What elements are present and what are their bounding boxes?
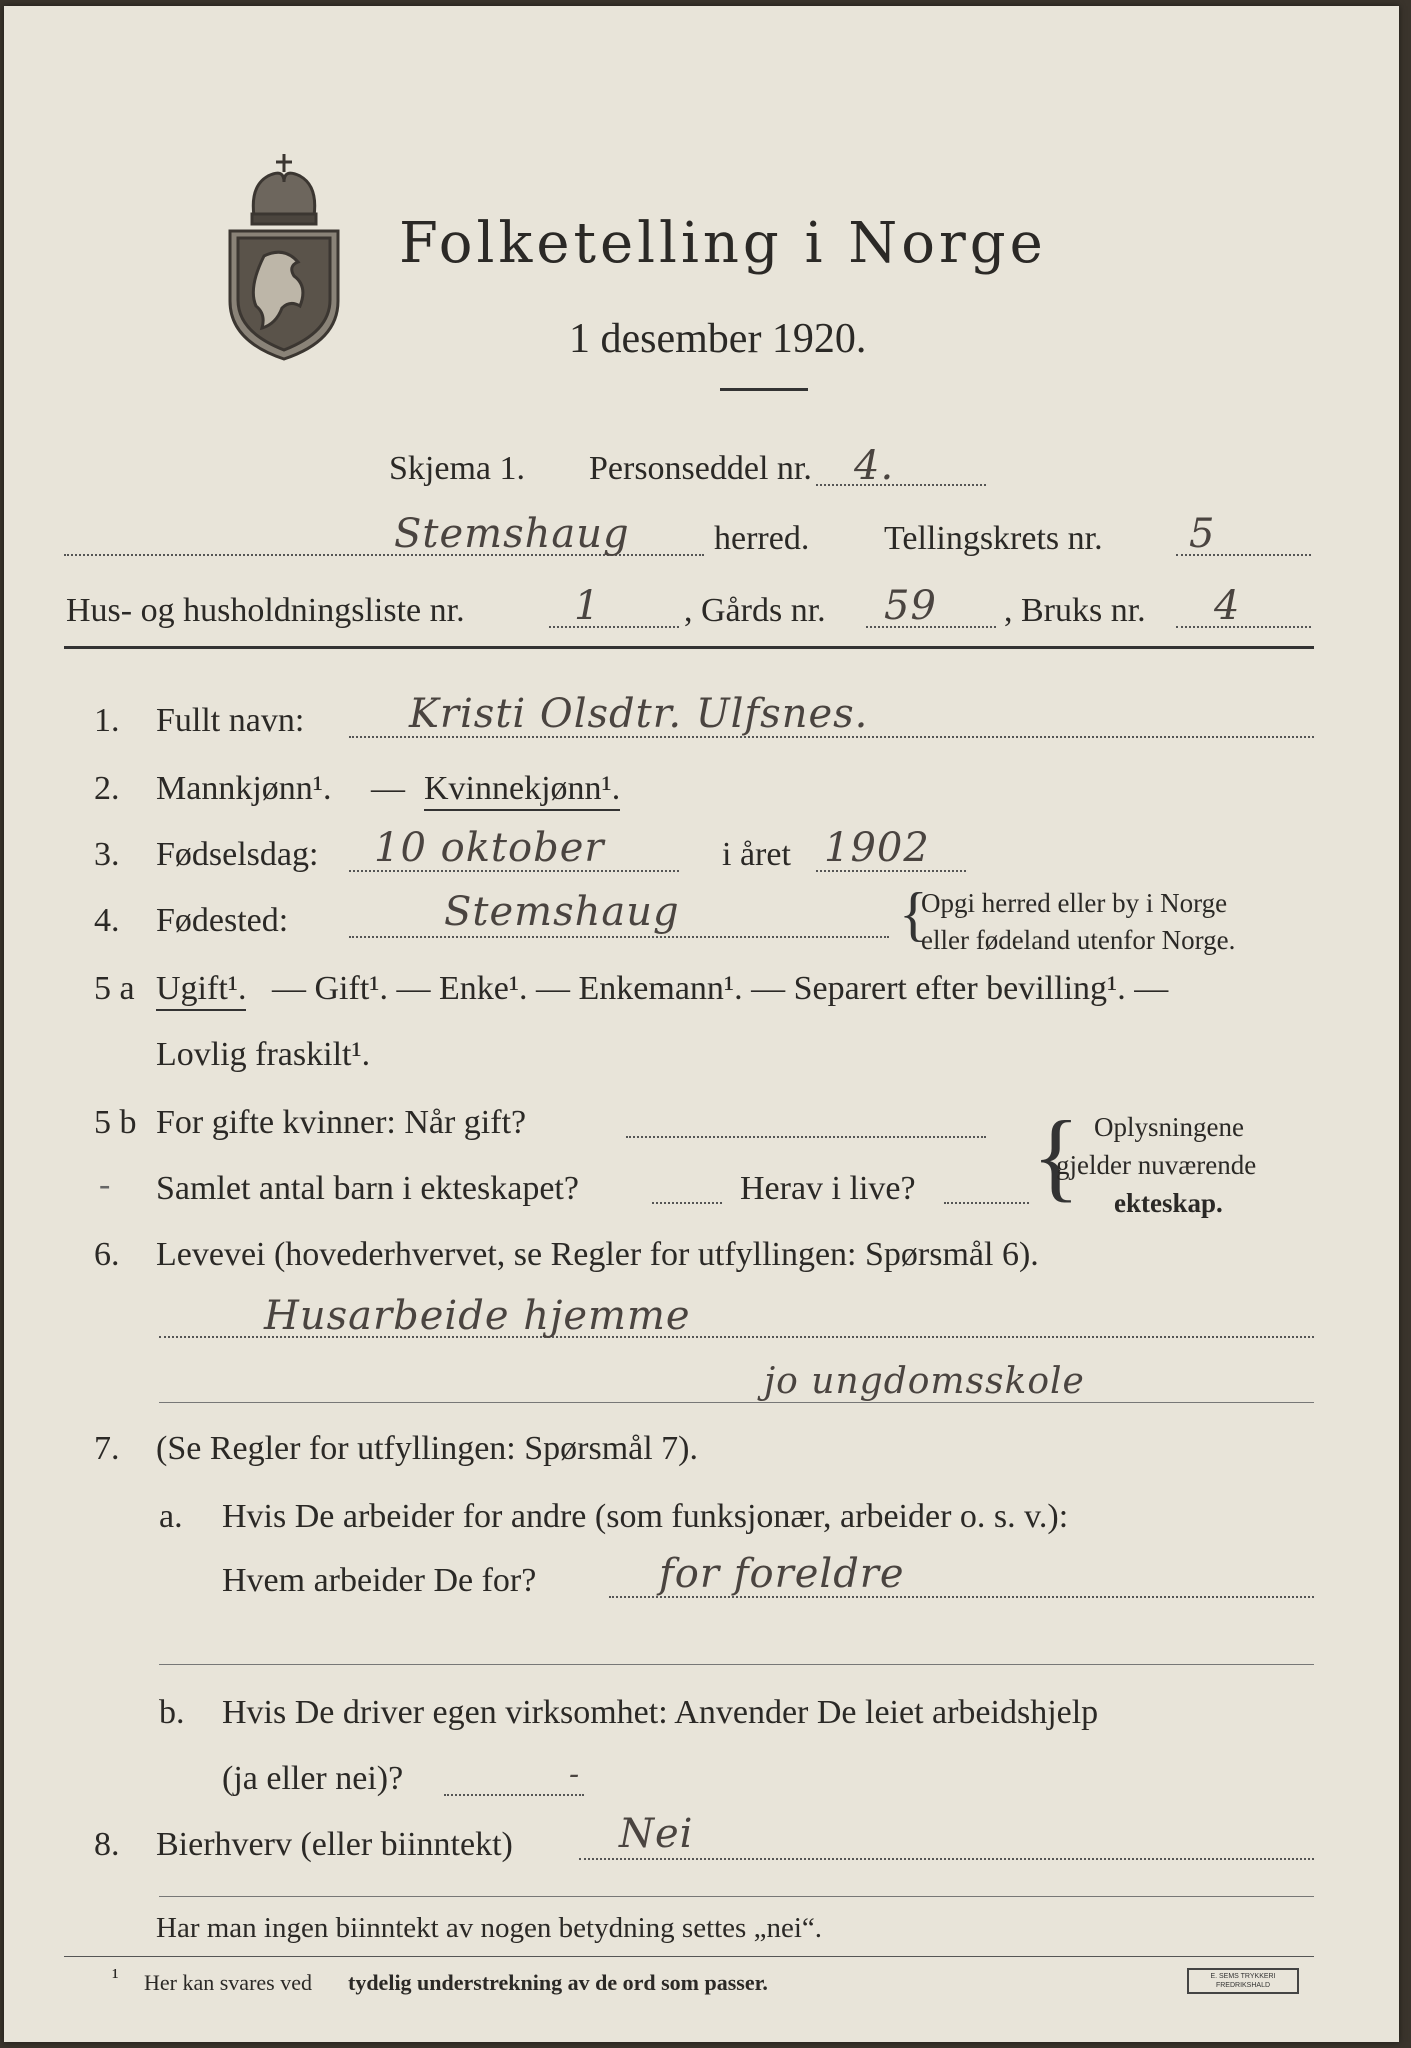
- gards-value[interactable]: 59: [884, 583, 937, 629]
- q1-number: 1.: [94, 702, 120, 739]
- tellingskrets-value[interactable]: 5: [1189, 511, 1216, 557]
- q8-number: 8.: [94, 1826, 120, 1863]
- q6-line2: [159, 1402, 1314, 1403]
- bruks-label: , Bruks nr.: [1004, 592, 1146, 629]
- q8-line: [579, 1858, 1314, 1860]
- footer-note: Har man ingen biinntekt av nogen betydning settes „nei“.: [156, 1912, 823, 1944]
- q6-value2[interactable]: jo ungdomsskole: [764, 1361, 1085, 1402]
- coat-of-arms-icon: [224, 146, 344, 361]
- q5b-married-line: [626, 1136, 986, 1138]
- footnote-text: Her kan svares ved: [144, 1970, 312, 1995]
- q2-male: Mannkjønn¹.: [156, 770, 332, 807]
- printer-stamp-line2: FREDRIKSHALD: [1215, 1982, 1271, 1989]
- census-form: [4, 6, 1399, 2042]
- q7a-question: Hvem arbeider De for?: [222, 1562, 537, 1599]
- herred-value[interactable]: Stemshaug: [394, 511, 630, 557]
- q1-value[interactable]: Kristi Olsdtr. Ulfsnes.: [409, 691, 869, 737]
- husliste-label: Hus- og husholdningsliste nr.: [66, 592, 465, 629]
- q3-label: Fødselsdag:: [156, 836, 319, 873]
- q7a-line2: [159, 1664, 1314, 1665]
- husliste-line: [549, 626, 679, 628]
- q2-number: 2.: [94, 770, 120, 807]
- q5b-note-line2: gjelder nuværende: [1056, 1150, 1257, 1180]
- q7b-number: b.: [159, 1694, 185, 1731]
- q8-label: Bierhverv (eller biinntekt): [156, 1826, 513, 1863]
- q4-number: 4.: [94, 902, 120, 939]
- schema-label: Skjema 1.: [389, 450, 525, 487]
- q3-year-label: i året: [722, 836, 791, 873]
- q6-value1[interactable]: Husarbeide hjemme: [264, 1293, 691, 1339]
- q5a-line2: Lovlig fraskilt¹.: [156, 1036, 371, 1073]
- personseddel-value[interactable]: 4.: [854, 443, 895, 489]
- personseddel-line: [816, 484, 986, 486]
- printer-stamp-line1: E. SEMS TRYKKERI: [1210, 1973, 1276, 1980]
- q4-brace: {: [899, 881, 928, 947]
- q5b-label2: Samlet antal barn i ekteskapet?: [156, 1170, 579, 1207]
- header-divider: [64, 646, 1314, 649]
- q5b-note-line1: Oplysningene: [1094, 1112, 1244, 1142]
- title-divider: [720, 388, 808, 391]
- q5b-label1: For gifte kvinner: Når gift?: [156, 1104, 527, 1141]
- q4-note-line1: Opgi herred eller by i Norge: [921, 888, 1228, 918]
- q7b-line: [444, 1794, 584, 1796]
- q7b-value[interactable]: -: [569, 1757, 581, 1792]
- q5b-children-line: [652, 1202, 722, 1204]
- bruks-value[interactable]: 4: [1214, 583, 1241, 629]
- q5b-dash: -: [99, 1166, 111, 1203]
- q7a-value[interactable]: for foreldre: [659, 1551, 905, 1597]
- census-date: 1 desember 1920.: [569, 316, 867, 362]
- q2-separator: —: [371, 770, 405, 807]
- herred-label: herred.: [714, 520, 810, 557]
- q7a-label: Hvis De arbeider for andre (som funksjonær, arbeider o. s. v.):: [222, 1498, 1069, 1535]
- footer-divider: [64, 1956, 1314, 1957]
- gards-label: , Gårds nr.: [684, 592, 826, 629]
- q1-label: Fullt navn:: [156, 702, 305, 739]
- q3-value[interactable]: 10 oktober: [374, 825, 605, 871]
- q4-line: [349, 936, 889, 938]
- form-title: Folketelling i Norge: [399, 211, 1047, 276]
- tellingskrets-label: Tellingskrets nr.: [884, 520, 1103, 557]
- q8-value[interactable]: Nei: [619, 1811, 694, 1857]
- q5b-brace: {: [1032, 1100, 1080, 1211]
- husliste-value[interactable]: 1: [574, 583, 601, 629]
- personseddel-label: Personseddel nr.: [589, 450, 812, 487]
- footnote-mark: ¹: [112, 1964, 119, 1989]
- q6-label: Levevei (hovederhvervet, se Regler for utfyllingen: Spørsmål 6).: [156, 1236, 1039, 1273]
- q4-label: Fødested:: [156, 902, 289, 939]
- q7b-question: (ja eller nei)?: [222, 1760, 404, 1797]
- q7-number: 7.: [94, 1430, 120, 1467]
- printer-stamp: [1187, 1968, 1299, 1994]
- q5b-alive-line: [944, 1202, 1029, 1204]
- footnote-bold-text: tydelig understrekning av de ord som passer.: [348, 1970, 768, 1995]
- q5b-number: 5 b: [94, 1104, 137, 1141]
- q5a-options: — Gift¹. — Enke¹. — Enkemann¹. — Separert efter bevilling¹. —: [272, 970, 1169, 1007]
- q2-female[interactable]: Kvinnekjønn¹.: [424, 772, 620, 811]
- bruks-line: [1176, 626, 1311, 628]
- q8-line2: [159, 1896, 1314, 1897]
- q5a-number: 5 a: [94, 970, 135, 1007]
- q5b-label3: Herav i live?: [740, 1170, 916, 1207]
- q5a-ugift[interactable]: Ugift¹.: [156, 972, 246, 1011]
- q5b-note-line3: ekteskap.: [1114, 1188, 1223, 1218]
- q6-number: 6.: [94, 1236, 120, 1273]
- q7a-number: a.: [159, 1498, 183, 1535]
- q4-value[interactable]: Stemshaug: [444, 889, 680, 935]
- q7b-label: Hvis De driver egen virksomhet: Anvender De leiet arbeidshjelp: [222, 1694, 1099, 1731]
- q3-year-value[interactable]: 1902: [824, 825, 930, 871]
- q7-label: (Se Regler for utfyllingen: Spørsmål 7).: [156, 1430, 699, 1467]
- q3-number: 3.: [94, 836, 120, 873]
- q4-note-line2: eller fødeland utenfor Norge.: [921, 925, 1236, 955]
